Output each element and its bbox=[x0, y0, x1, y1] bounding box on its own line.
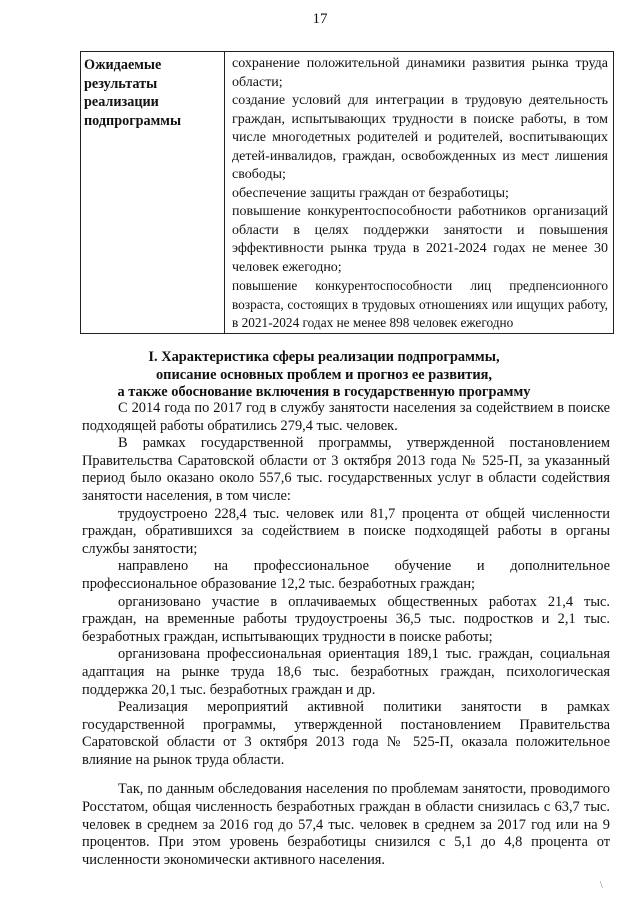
section-heading bbox=[104, 349, 544, 402]
table-label-cell bbox=[81, 52, 225, 334]
expected-results-table bbox=[80, 51, 614, 334]
table-label: Ожидаемые результаты реализации подпрограммы bbox=[84, 57, 182, 129]
result-item-3: обеспечение защиты граждан от безработицы; bbox=[232, 185, 509, 201]
section-body bbox=[82, 400, 610, 869]
result-item-2: создание условий для интеграции в трудовую деятельность граждан, испытывающих трудности в поиске работы, в том числе многодетных родителей и родителей, воспитывающих детей-инвалидов, граждан, освобожденных из мест лишения свободы; bbox=[232, 93, 608, 182]
section-heading-line-2: описание основных проблем и прогноз ее развития, bbox=[155, 366, 493, 383]
section-heading-line-1: I. Характеристика сферы реализации подпрограммы, bbox=[148, 349, 500, 365]
table-content-cell bbox=[225, 52, 614, 334]
result-item-1: сохранение положительной динамики развития рынка труда области; bbox=[232, 56, 608, 90]
paragraph-6: организована профессиональная ориентация 189,1 тыс. граждан, социальная адаптация на рынке труда 18,6 тыс. безработных граждан, психологическая поддержка 20,1 тыс. безработных граждан и др. bbox=[82, 646, 610, 698]
table-row bbox=[81, 52, 614, 334]
section-heading-line-3: а также обоснование включения в государственную программу bbox=[117, 384, 531, 401]
paragraph-2: В рамках государственной программы, утвержденной постановлением Правительства Саратовской области от 3 октября 2013 года № 525-П, за указанный период было оказано около 557,6 тыс. государственных услуг в области содействия занятости населения, в том числе: bbox=[82, 435, 610, 504]
margin-mark: \ bbox=[600, 880, 603, 891]
paragraph-4: направлено на профессиональное обучение и дополнительное профессиональное образование 12,2 тыс. безработных граждан; bbox=[82, 558, 610, 592]
paragraph-8: Так, по данным обследования населения по проблемам занятости, проводимого Росстатом, общая численность безработных граждан в области снизилась с 63,7 тыс. человек в среднем за 2016 год до 57,4 тыс. человек в среднем за 2017 год или на 9 процентов. При этом уровень безработицы снизился с 5,1 до 4,8 процента от численности экономически активного населения. bbox=[82, 781, 610, 868]
paragraph-3: трудоустроено 228,4 тыс. человек или 81,7 процента от общей численности граждан, обратившихся за содействием в поиске подходящей работы в органы службы занятости; bbox=[82, 505, 610, 557]
result-item-4: повышение конкурентоспособности работников организаций области в целях поддержки занятости и повышения эффективности рынка труда в 2021-2024 годах не менее 30 человек ежегодно; bbox=[232, 204, 608, 275]
paragraph-5: организовано участие в оплачиваемых общественных работах 21,4 тыс. граждан, на временные работы трудоустроены 36,5 тыс. подростков и 2,1 тыс. безработных граждан, испытывающих трудности в поиске работы; bbox=[82, 593, 610, 645]
result-item-5: повышение конкурентоспособности лиц предпенсионного возраста, состоящих в трудовых отношениях или ищущих работу, в 2021-2024 годах не менее 898 человек ежегодно bbox=[232, 278, 608, 330]
page-number: 17 bbox=[312, 11, 328, 27]
paragraph-1: С 2014 года по 2017 год в службу занятости населения за содействием в поиске подходящей работы обратились 279,4 тыс. человек. bbox=[82, 400, 610, 434]
paragraph-7: Реализация мероприятий активной политики занятости в рамках государственной программы, утвержденной постановлением Правительства Саратовской области от 3 октября 2013 года № 525-П, оказала положительное влияние на рынок труда области. bbox=[82, 699, 610, 768]
